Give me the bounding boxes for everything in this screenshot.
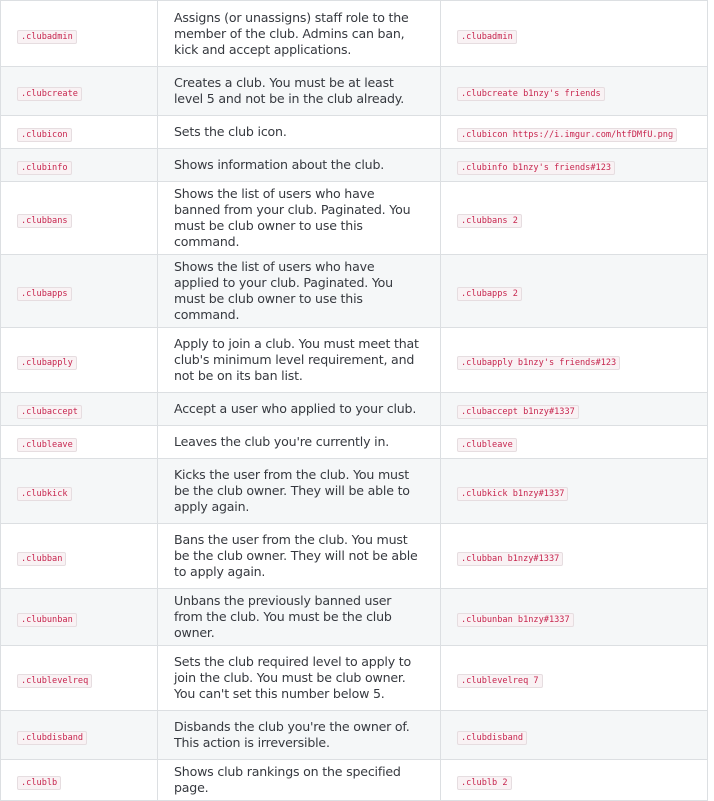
table-row [1,328,708,393]
description-cell: Assigns (or unassigns) staff role to the member of the club. Admins can ban, kick and accept applications. [158,1,441,67]
description-cell: Shows information about the club. [158,149,441,182]
description-cell: Kicks the user from the club. You must be the club owner. They will be able to apply again. [158,459,441,524]
example-code: .clubunban b1nzy#1337 [457,613,574,627]
table-row [1,646,708,711]
example-cell [441,328,708,393]
command-code: .clubapps [17,287,72,301]
table-row [1,182,708,255]
table-row [1,524,708,589]
command-code: .clubinfo [17,161,72,175]
command-cell [1,149,158,182]
description-cell: Unbans the previously banned user from the club. You must be the club owner. [158,589,441,646]
table-row [1,459,708,524]
command-cell [1,426,158,459]
table-row [1,589,708,646]
table-row [1,1,708,67]
command-code: .clubbans [17,214,72,228]
table-row [1,116,708,149]
command-cell [1,67,158,116]
example-code: .clubaccept b1nzy#1337 [457,405,579,419]
description-cell: Shows the list of users who have applied to your club. Paginated. You must be club owner to use this command. [158,255,441,328]
table-row [1,426,708,459]
table-row [1,255,708,328]
table-row [1,149,708,182]
command-cell [1,760,158,801]
command-cell [1,116,158,149]
example-cell [441,646,708,711]
command-code: .clubaccept [17,405,82,419]
description-cell: Accept a user who applied to your club. [158,393,441,426]
command-code: .clubkick [17,487,72,501]
example-code: .clublevelreq 7 [457,674,543,688]
command-code: .clubdisband [17,731,87,745]
description-cell: Disbands the club you're the owner of. This action is irreversible. [158,711,441,760]
command-code: .clubunban [17,613,77,627]
example-code: .clubkick b1nzy#1337 [457,487,568,501]
example-cell [441,67,708,116]
example-cell [441,1,708,67]
example-cell [441,459,708,524]
description-cell: Bans the user from the club. You must be the club owner. They will not be able to apply again. [158,524,441,589]
description-cell: Shows club rankings on the specified page. [158,760,441,801]
description-cell: Leaves the club you're currently in. [158,426,441,459]
command-cell [1,711,158,760]
command-code: .clubadmin [17,30,77,44]
description-cell: Shows the list of users who have banned from your club. Paginated. You must be club owner to use this command. [158,182,441,255]
command-cell [1,393,158,426]
example-code: .clubleave [457,438,517,452]
example-cell [441,116,708,149]
example-code: .clublb 2 [457,776,512,790]
example-code: .clubicon https://i.imgur.com/htfDMfU.png [457,128,677,142]
command-code: .clubicon [17,128,72,142]
example-code: .clubapply b1nzy's friends#123 [457,356,620,370]
example-cell [441,255,708,328]
command-code: .clubcreate [17,87,82,101]
table-row [1,393,708,426]
example-cell [441,393,708,426]
command-cell [1,589,158,646]
command-cell [1,524,158,589]
description-cell: Sets the club icon. [158,116,441,149]
description-cell: Apply to join a club. You must meet that club's minimum level requirement, and not be on its ban list. [158,328,441,393]
command-cell [1,459,158,524]
command-code: .clublb [17,776,61,790]
example-cell [441,182,708,255]
example-code: .clubbans 2 [457,214,522,228]
example-code: .clubdisband [457,731,527,745]
example-code: .clubadmin [457,30,517,44]
example-cell [441,760,708,801]
table-row [1,67,708,116]
command-cell [1,1,158,67]
example-cell [441,524,708,589]
example-code: .clubapps 2 [457,287,522,301]
command-cell [1,182,158,255]
description-cell: Sets the club required level to apply to join the club. You must be club owner. You can't set this number below 5. [158,646,441,711]
example-code: .clubinfo b1nzy's friends#123 [457,161,615,175]
example-cell [441,149,708,182]
example-cell [441,711,708,760]
description-cell: Creates a club. You must be at least level 5 and not be in the club already. [158,67,441,116]
table-row [1,760,708,801]
example-cell [441,589,708,646]
command-cell [1,255,158,328]
example-code: .clubban b1nzy#1337 [457,552,563,566]
command-code: .clubleave [17,438,77,452]
command-cell [1,328,158,393]
table-row [1,711,708,760]
example-code: .clubcreate b1nzy's friends [457,87,605,101]
command-code: .clublevelreq [17,674,92,688]
command-code: .clubapply [17,356,77,370]
command-code: .clubban [17,552,66,566]
command-cell [1,646,158,711]
example-cell [441,426,708,459]
